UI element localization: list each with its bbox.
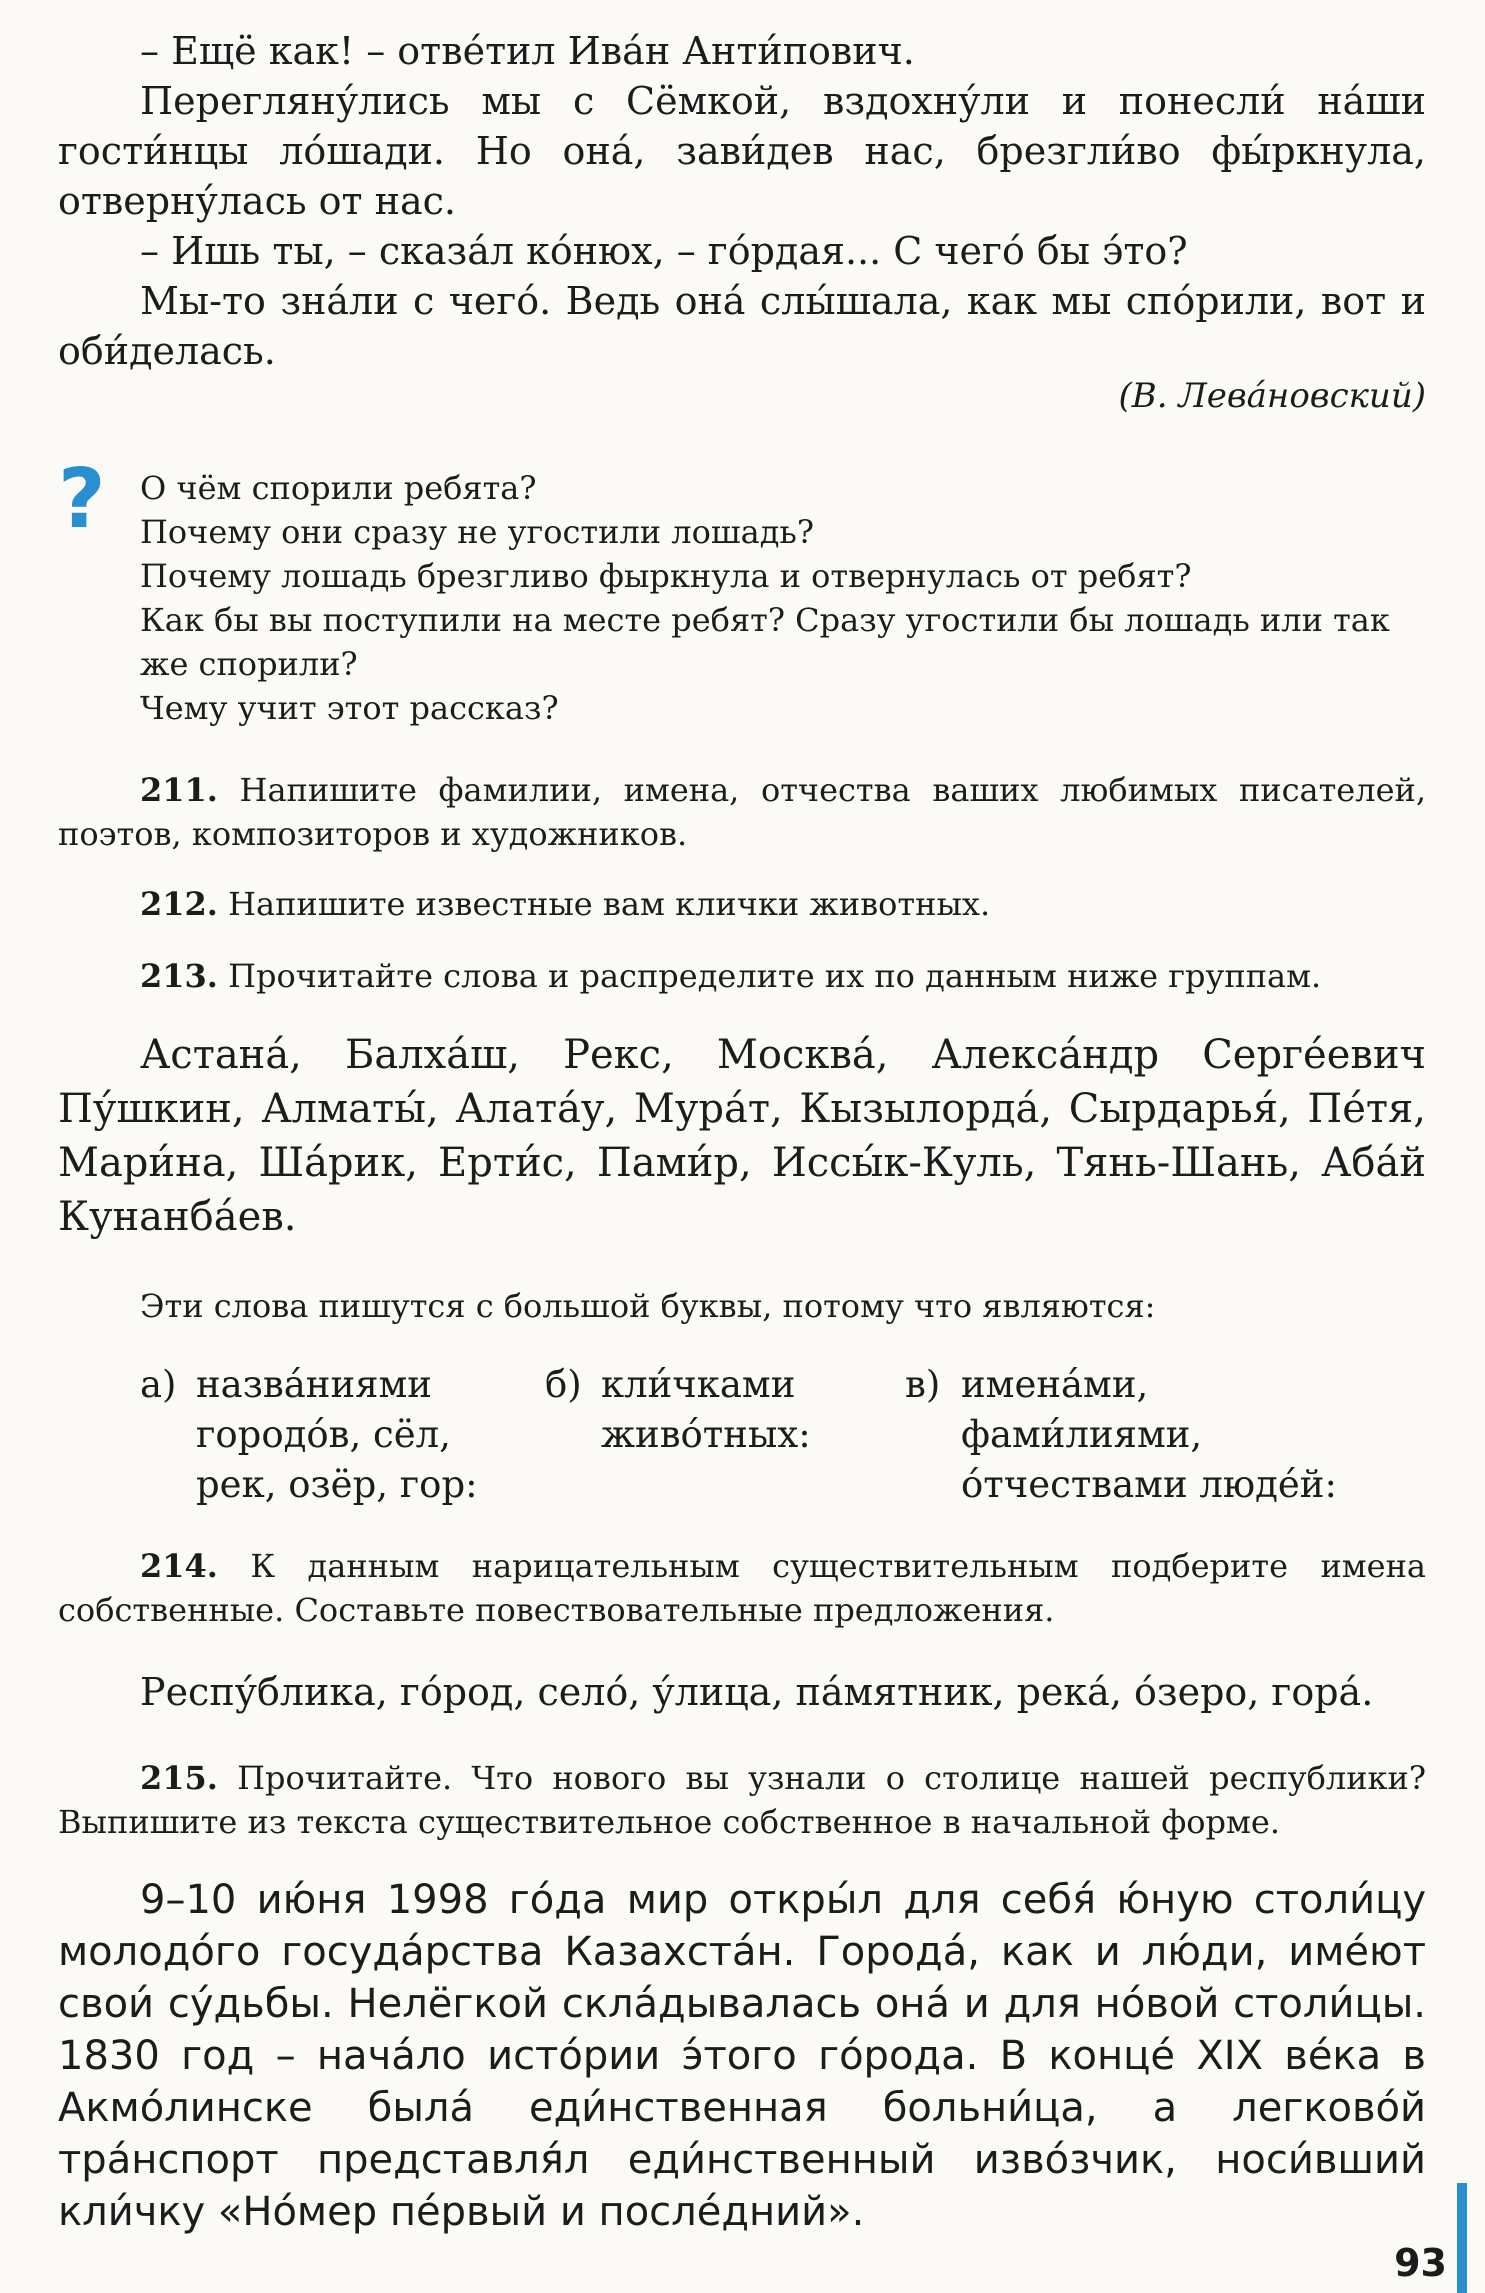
- exercise-text: Прочитайте слова и распределите их по данным ниже группам.: [217, 957, 1322, 995]
- story-author: (В. Лева́новский): [1118, 376, 1426, 416]
- question-item: О чём спорили ребята?: [140, 469, 537, 507]
- exercise-text: Напишите фамилии, имена, отчества ваших любимых писателей, поэтов, композиторов и художников.: [58, 771, 1426, 853]
- group-line: рек, озёр, гор:: [196, 1463, 478, 1506]
- exercise-text: Напишите известные вам клички животных.: [217, 885, 991, 923]
- group-label: б): [545, 1363, 582, 1406]
- group-line: о́тчествами люде́й:: [961, 1463, 1337, 1506]
- exercise-215: [58, 1756, 1426, 1844]
- group-line: назва́ниями: [196, 1363, 432, 1406]
- group-line: живо́тных:: [601, 1413, 811, 1456]
- question-item: Как бы вы поступили на месте ребят? Сразу угостили бы лошадь или так же спорили?: [140, 601, 1390, 683]
- exercise-text: К данным нарицательным существительным подберите имена собственные. Составьте повествовательные предложения.: [58, 1547, 1426, 1629]
- question-item: Чему учит этот рассказ?: [140, 689, 559, 727]
- exercise-215-text: 9–10 ию́ня 1998 го́да мир откры́л для себя́ ю́ную столи́цу молодо́го госуда́рства Казахста́н. Города́, как и лю́ди, име́ют свои́ су́дьбы. Нелёгкой скла́дывалась она́ и для но́вой столи́цы. 1830 год – нача́ло исто́рии э́того го́рода. В конце́ XIX ве́ка в Акмо́линске была́ еди́нственная больни́ца, а легково́й тра́нспорт представля́л еди́нственный изво́зчик, носи́вший кли́чку «Но́мер пе́рвый и после́дний».: [58, 1877, 1426, 2235]
- story-excerpt: [58, 26, 1426, 418]
- exercise-number: 213.: [140, 957, 218, 995]
- exercise-number: 212.: [140, 885, 218, 923]
- exercise-number: 211.: [140, 771, 218, 809]
- textbook-page: [58, 26, 1426, 2278]
- exercise-214-words: Респу́блика, го́род, село́, у́лица, па́мятник, река́, о́зеро, гора́.: [140, 1670, 1374, 1714]
- group-line: имена́ми,: [961, 1363, 1149, 1406]
- question-item: Почему они сразу не угостили лошадь?: [140, 513, 814, 551]
- group-label: а): [140, 1363, 177, 1406]
- word-group-b: [545, 1360, 905, 1510]
- story-paragraph: – Ещё как! – отве́тил Ива́н Анти́пович.: [140, 29, 915, 73]
- group-label: в): [905, 1363, 941, 1406]
- story-paragraph: Перегляну́лись мы с Сёмкой, вздохну́ли и понесли́ на́ши гости́нцы ло́шади. Но она́, зави́дев нас, брезгли́во фы́ркнула, отверну́лась от нас.: [58, 79, 1426, 223]
- story-paragraph: Мы-то зна́ли с чего́. Ведь она́ слы́шала, как мы спо́рили, вот и оби́делась.: [58, 279, 1426, 373]
- group-line: фами́лиями,: [961, 1413, 1203, 1456]
- page-number: 93: [1394, 2241, 1447, 2285]
- question-mark-icon: ?: [58, 452, 106, 547]
- exercise-213-intro: Эти слова пишутся с большой буквы, потому что являются:: [140, 1287, 1156, 1325]
- exercise-213: [58, 954, 1426, 998]
- exercise-number: 214.: [140, 1547, 218, 1585]
- group-line: кли́чками: [601, 1363, 796, 1406]
- word-groups: [58, 1360, 1426, 1510]
- exercise-text: Прочитайте. Что нового вы узнали о столице нашей республики? Выпишите из текста существительное собственное в начальной форме.: [58, 1759, 1426, 1841]
- exercise-213-words: Астана́, Балха́ш, Рекс, Москва́, Алекса́ндр Серге́евич Пу́шкин, Алматы́, Алата́у, Мура́т, Кызылорда́, Сырдарья́, Пе́тя, Мари́на, Ша́рик, Ерти́с, Пами́р, Иссы́к-Куль, Тянь-Шань, Аба́й Кунанба́ев.: [58, 1032, 1426, 1240]
- word-group-a: [140, 1360, 545, 1510]
- discussion-questions: [58, 452, 1426, 730]
- page-edge-marker: [1457, 2183, 1467, 2293]
- exercise-number: 215.: [140, 1759, 218, 1797]
- group-line: городо́в, сёл,: [196, 1413, 451, 1456]
- exercise-214: [58, 1544, 1426, 1632]
- exercise-211: [58, 768, 1426, 856]
- exercise-212: [58, 882, 1426, 926]
- story-paragraph: – Ишь ты, – сказа́л ко́нюх, – го́рдая... С чего́ бы э́то?: [140, 229, 1188, 273]
- question-item: Почему лошадь брезгливо фыркнула и отвернулась от ребят?: [140, 557, 1192, 595]
- word-group-c: [905, 1360, 1425, 1510]
